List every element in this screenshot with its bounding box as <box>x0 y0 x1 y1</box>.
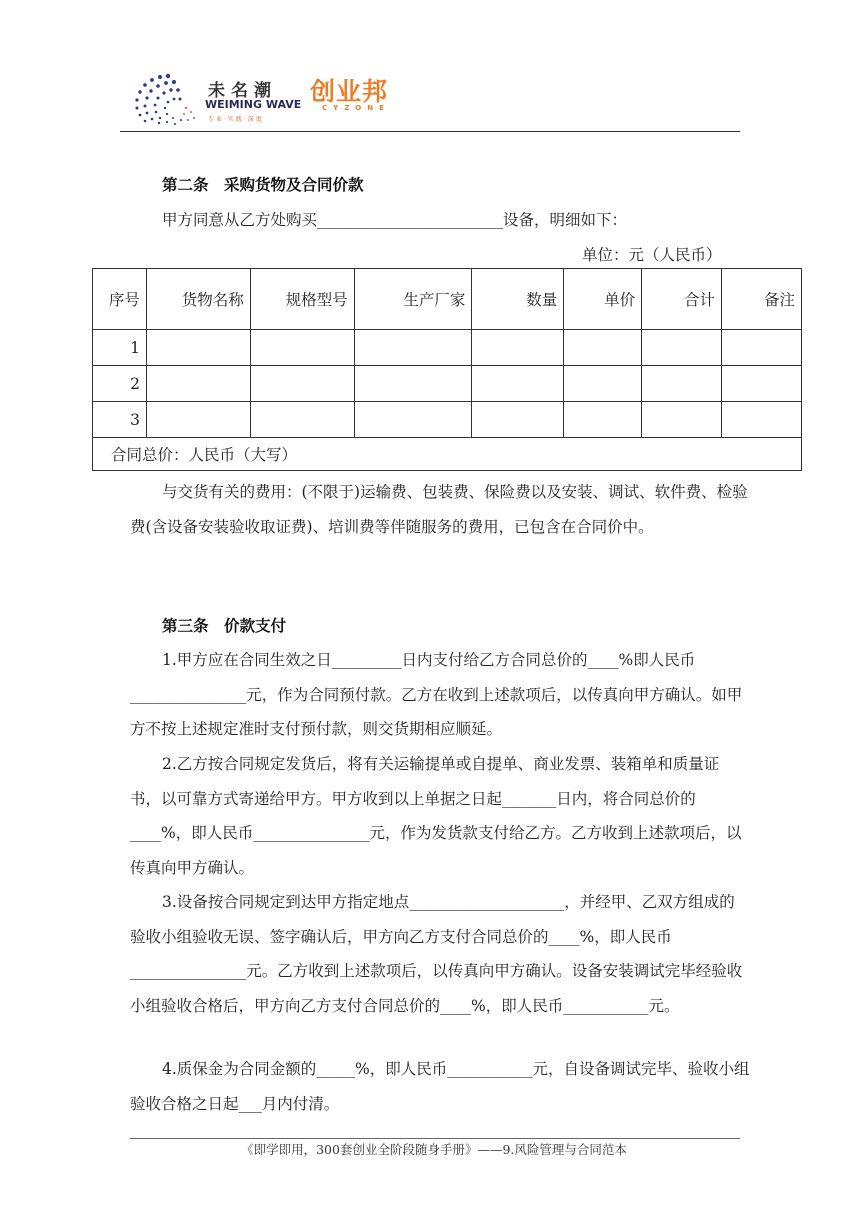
table-cell <box>146 402 250 438</box>
table-row <box>93 402 802 438</box>
row-number: 2 <box>93 366 147 402</box>
header-divider <box>120 131 740 132</box>
table-cell <box>642 366 722 402</box>
table-cell <box>472 366 564 402</box>
goods-table <box>92 268 802 471</box>
table-cell <box>722 330 802 366</box>
table-cell <box>250 330 354 366</box>
article3-heading: 第三条 价款支付 <box>162 617 287 635</box>
table-row <box>93 366 802 402</box>
row-number: 1 <box>93 330 147 366</box>
brand-name-en: WEIMING WAVE <box>205 98 302 111</box>
table-cell <box>250 366 354 402</box>
payment-clause-4-text: 4.质保金为合同金额的_____%，即人民币___________元，自设备调试完毕、验收小组验收合格之日起___月内付清。 <box>130 1060 750 1113</box>
article2-intro: 甲方同意从乙方处购买________________________设备，明细如下： <box>162 211 628 229</box>
currency-unit: 单位：元（人民币） <box>582 246 722 264</box>
table-header-cell: 货物名称 <box>146 269 250 330</box>
cyzone-logo: 创业邦 <box>310 77 389 106</box>
fees-text: 与交货有关的费用：(不限于)运输费、包装费、保险费以及安装、调试、软件费、检验费(含设备安装验收取证费)、培训费等伴随服务的费用，已包含在合同价中。 <box>130 483 748 536</box>
contract-total-label: 合同总价：人民币（大写） <box>93 438 802 471</box>
fees-paragraph <box>130 475 750 544</box>
table-header-cell: 合计 <box>642 269 722 330</box>
table-cell <box>472 330 564 366</box>
table-header-cell: 数量 <box>472 269 564 330</box>
footer-divider <box>130 1138 740 1139</box>
cyzone-logo-sub: CYZONE <box>322 104 390 112</box>
payment-clause-2 <box>130 747 750 885</box>
table-cell <box>354 330 472 366</box>
table-cell <box>564 330 642 366</box>
weiming-wave-logo-icon <box>128 68 204 134</box>
page-footer: 《即学即用，300套创业全阶段随身手册》——9.风险管理与合同范本 <box>241 1142 627 1157</box>
table-header-cell: 序号 <box>93 269 147 330</box>
table-cell <box>722 366 802 402</box>
payment-clause-1-text: 1.甲方应在合同生效之日_________日内支付给乙方合同总价的____%即人民币_______________元，作为合同预付款。乙方在收到上述款项后，以传真向甲方确认。如甲方不按上述规定准时支付预付款，则交货期相应顺延。 <box>130 651 743 738</box>
table-cell <box>564 402 642 438</box>
row-number: 3 <box>93 402 147 438</box>
page-header <box>120 62 740 132</box>
table-header-row <box>93 269 802 330</box>
table-header-cell: 单价 <box>564 269 642 330</box>
payment-clause-3-text: 3.设备按合同规定到达甲方指定地点____________________，并经甲、乙双方组成的验收小组验收无误、签字确认后，甲方向乙方支付合同总价的____%，即人民币_______________元。乙方收到上述款项后，以传真向甲方确认。设备安装调试完毕经验收小组验收合格后，甲方向乙方支付合同总价的____%，即人民币___________元。 <box>130 893 743 1015</box>
brand-name-cn: 未名潮 <box>208 81 277 101</box>
payment-clause-2-text: 2.乙方按合同规定发货后，将有关运输提单或自提单、商业发票、装箱单和质量证书，以可靠方式寄递给甲方。甲方收到以上单据之日起_______日内，将合同总价的 ____%，即人民币_______________元，作为发货款支付给乙方。乙方收到上述款项后，以传真向甲方确认。 <box>130 755 742 877</box>
article2-heading: 第二条 采购货物及合同价款 <box>162 176 364 194</box>
table-header-cell: 生产厂家 <box>354 269 472 330</box>
table-cell <box>472 402 564 438</box>
table-cell <box>250 402 354 438</box>
table-row <box>93 330 802 366</box>
table-header-cell: 规格型号 <box>250 269 354 330</box>
table-cell <box>564 366 642 402</box>
payment-clause-1 <box>130 643 750 747</box>
table-cell <box>642 402 722 438</box>
table-cell <box>146 330 250 366</box>
table-cell <box>146 366 250 402</box>
table-cell <box>722 402 802 438</box>
payment-clause-4 <box>130 1052 750 1121</box>
table-cell <box>354 366 472 402</box>
table-cell <box>642 330 722 366</box>
brand-slogan: 专业·实践·深度 <box>208 116 264 123</box>
table-total-row <box>93 438 802 471</box>
table-cell <box>354 402 472 438</box>
payment-clause-3 <box>130 885 750 1023</box>
table-header-cell: 备注 <box>722 269 802 330</box>
